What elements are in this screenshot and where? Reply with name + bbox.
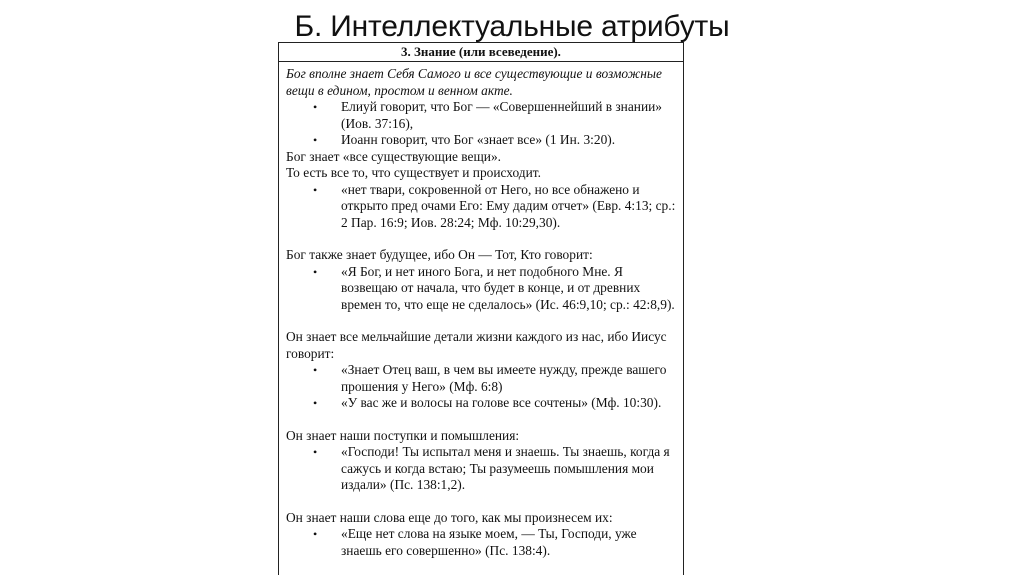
section-intro: Он знает наши поступки и помышления:	[286, 427, 520, 443]
list-item: • «У вас же и волосы на голове все сочтены» (Мф. 10:30).	[313, 395, 662, 410]
list-item: • Иоанн говорит, что Бог «знает все» (1 Ин. 3:20).	[313, 132, 616, 147]
spacer	[286, 412, 677, 428]
spacer	[286, 231, 677, 247]
section-intro: Бог также знает будущее, ибо Он — Тот, Кто говорит:	[286, 247, 593, 262]
bullet-icon: •	[313, 100, 318, 114]
spacer	[286, 494, 677, 510]
list-section-5	[286, 444, 677, 494]
bullet-icon: •	[313, 133, 318, 147]
section-intro: Бог знает «все существующие вещи».	[286, 148, 501, 164]
lead-paragraph: Бог вполне знает Себя Самого и все существующие и возможные вещи в едином, простом и венном акте.	[286, 66, 662, 98]
list-section-1	[286, 99, 677, 149]
bullet-icon: •	[313, 264, 318, 279]
document-header: 3. Знание (или всеведение).	[279, 43, 683, 62]
list-item: • «Еще нет слова на языке моем, — Ты, Господи, уже знаешь его совершенно» (Пс. 138:4).	[313, 526, 637, 558]
document-body	[279, 62, 683, 559]
document-table	[278, 42, 684, 575]
list-item: • «Я Бог, и нет иного Бога, и нет подобного Мне. Я возвещаю от начала, что будет в конце, и от древних времен то, что еще не сделалось» (Ис. 46:9,10; ср.: 42:8,9).	[313, 263, 675, 312]
list-item: • «нет твари, сокровенной от Него, но все обнажено и открыто пред очами Его: Ему дадим отчет» (Евр. 4:13; ср.: 2 Пар. 16:9; Иов. 28:24; Мф. 10:29,30).	[313, 181, 676, 230]
list-section-6	[286, 526, 677, 559]
section-intro: То есть все то, что существует и происходит.	[286, 165, 541, 180]
list-section-2	[286, 182, 677, 232]
section-intro: Он знает все мельчайшие детали жизни каждого из нас, ибо Иисус говорит:	[286, 329, 667, 361]
bullet-icon: •	[313, 396, 318, 410]
spacer	[286, 313, 677, 329]
bullet-icon: •	[313, 363, 318, 377]
section-intro: Он знает наши слова еще до того, как мы произнесем их:	[286, 509, 613, 525]
list-item: • «Господи! Ты испытал меня и знаешь. Ты знаешь, когда я сажусь и когда встаю; Ты разумеешь помышления мои издали» (Пс. 138:1,2).	[313, 444, 670, 492]
list-item: • «Знает Отец ваш, в чем вы имеете нужду, прежде вашего прошения у Него» (Мф. 6:8)	[313, 362, 667, 394]
list-section-3	[286, 264, 677, 314]
slide-title: Б. Интеллектуальные атрибуты	[294, 10, 730, 43]
bullet-icon: •	[313, 182, 318, 197]
list-item: • Елиуй говорит, что Бог — «Совершеннейший в знании» (Иов. 37:16),	[313, 99, 662, 131]
list-section-4	[286, 362, 677, 412]
bullet-icon: •	[313, 527, 318, 541]
bullet-icon: •	[313, 445, 318, 459]
